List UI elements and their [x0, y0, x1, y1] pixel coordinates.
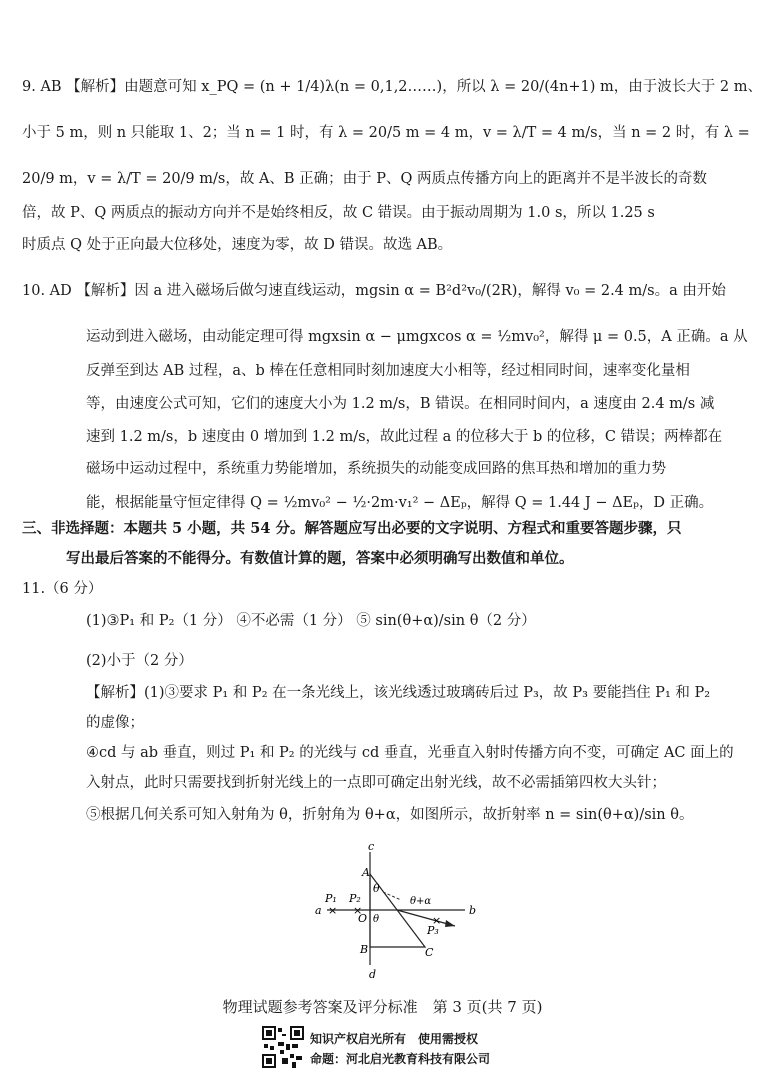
copyright-notice: 知识产权启光所有 使用需授权: [310, 1032, 479, 1046]
label-theta-top: θ: [373, 882, 380, 895]
author-notice: 命题：河北启光教育科技有限公司: [310, 1052, 491, 1066]
label-P2: P₂: [349, 892, 361, 905]
qr-code-icon: [262, 1026, 304, 1068]
pin-p1-marker: ×: [328, 904, 338, 917]
label-A: A: [362, 866, 370, 879]
q10-line-3: 反弹至到达 AB 过程，a、b 棒在任意相同时刻加速度大小相等，经过相同时间，速率变化量相: [86, 363, 690, 379]
q11-answer-2: (2)小于（2 分）: [86, 653, 193, 669]
label-theta-inner: θ: [373, 914, 380, 925]
q9-line-1: 9. AB 【解析】由题意可知 x_PQ = (n + 1/4)λ(n = 0,1,2……)，所以 λ = 20/(4n+1) m，由于波长大于 2 m、: [22, 79, 762, 95]
label-theta-alpha: θ+α: [410, 896, 432, 907]
label-C: C: [425, 946, 434, 959]
q11-explain-2: 的虚像；: [86, 715, 144, 731]
pin-p2-marker: ×: [353, 904, 363, 917]
q11-heading: 11.（6 分）: [22, 581, 103, 597]
q11-explain-5: ⑤根据几何关系可知入射角为 θ，折射角为 θ+α，如图所示，故折射率 n = sin(θ+α)/sin θ。: [86, 807, 694, 823]
q11-explain-1: 【解析】(1)③要求 P₁ 和 P₂ 在一条光线上，该光线透过玻璃砖后过 P₃，故 P₃ 要能挡住 P₁ 和 P₂: [86, 685, 711, 701]
label-a: a: [315, 904, 322, 917]
q10-line-1: 10. AD 【解析】因 a 进入磁场后做匀速直线运动，mgsin α = B²d²v₀/(2R)，解得 v₀ = 2.4 m/s。a 由开始: [22, 283, 726, 299]
q9-line-4: 倍，故 P、Q 两质点的振动方向并不是始终相反，故 C 错误。由于振动周期为 1.0 s，所以 1.25 s: [22, 205, 655, 221]
q10-line-4: 等，由速度公式可知，它们的速度大小为 1.2 m/s，B 错误。在相同时间内，a 速度由 2.4 m/s 减: [86, 396, 715, 412]
q11-answer-1: (1)③P₁ 和 P₂（1 分） ④不必需（1 分） ⑤ sin(θ+α)/sin θ（2 分）: [86, 613, 536, 629]
section-3-heading-cont: 写出最后答案的不能得分。有数值计算的题，答案中必须明确写出数值和单位。: [66, 550, 574, 567]
ray-arrow: [445, 920, 455, 927]
q10-line-6: 磁场中运动过程中，系统重力势能增加，系统损失的动能变成回路的焦耳热和增加的重力势: [86, 461, 666, 477]
q9-line-5: 时质点 Q 处于正向最大位移处，速度为零，故 D 错误。故选 AB。: [22, 237, 453, 253]
label-c: c: [368, 840, 375, 853]
label-B: B: [360, 943, 369, 956]
q10-line-7: 能，根据能量守恒定律得 Q = ½mv₀² − ½·2m·v₁² − ΔEₚ，解得 Q = 1.44 J − ΔEₚ，D 正确。: [86, 495, 714, 511]
page-footer-title: 物理试题参考答案及评分标准 第 3 页(共 7 页): [222, 998, 543, 1016]
q11-explain-3: ④cd 与 ab 垂直，则过 P₁ 和 P₂ 的光线与 cd 垂直，光垂直入射时传播方向不变，可确定 AC 面上的: [86, 745, 734, 761]
normal-line: [383, 892, 401, 900]
q10-line-5: 速到 1.2 m/s，b 速度由 0 增加到 1.2 m/s，故此过程 a 的位移大于 b 的位移，C 错误；两棒都在: [86, 429, 723, 445]
label-b: b: [469, 904, 477, 917]
label-P1: P₁: [325, 892, 337, 905]
label-O: O: [358, 912, 368, 925]
q9-line-2: 小于 5 m，则 n 只能取 1、2；当 n = 1 时，有 λ = 20/5 m = 4 m，v = λ/T = 4 m/s，当 n = 2 时，有 λ =: [22, 125, 750, 141]
pin-p3-marker: ×: [432, 914, 442, 927]
q11-explain-4: 入射点，此时只需要找到折射光线上的一点即可确定出射光线，故不必需插第四枚大头针；: [86, 775, 666, 791]
section-3-heading: 三、非选择题：本题共 5 小题，共 54 分。解答题应写出必要的文字说明、方程式和重要答题步骤，只: [22, 520, 682, 537]
optics-diagram: [305, 840, 495, 980]
label-P3: P₃: [427, 924, 439, 937]
q10-line-2: 运动到进入磁场，由动能定理可得 mgxsin α − μmgxcos α = ½mv₀²，解得 μ = 0.5，A 正确。a 从: [86, 329, 748, 345]
label-d: d: [369, 968, 377, 980]
q9-line-3: 20/9 m，v = λ/T = 20/9 m/s，故 A、B 正确；由于 P、Q 两质点传播方向上的距离并不是半波长的奇数: [22, 171, 708, 187]
